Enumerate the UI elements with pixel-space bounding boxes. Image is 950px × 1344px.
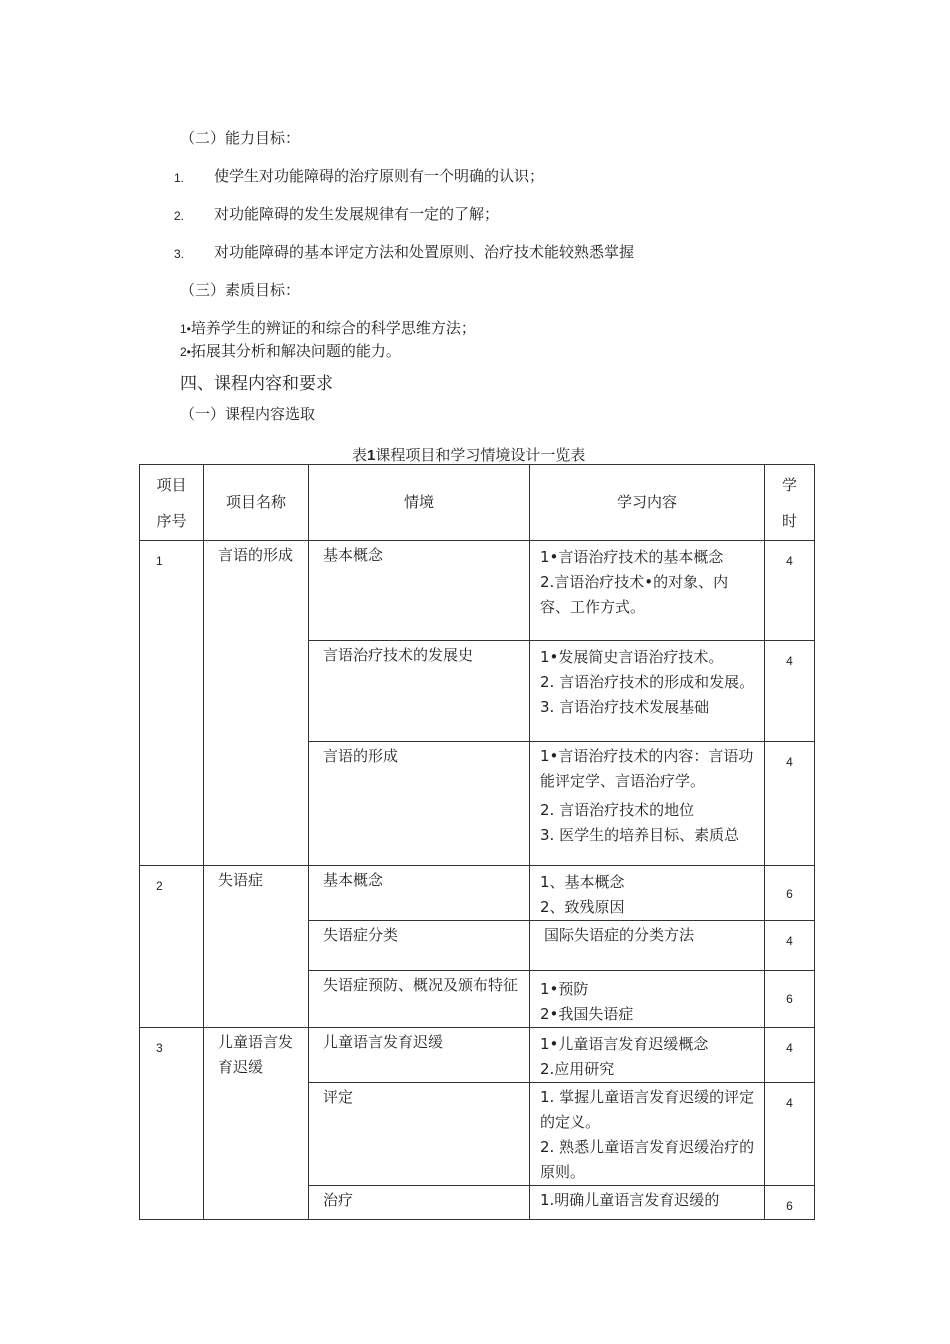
project-2-name: 失语症 (204, 866, 309, 1028)
content-line: 2.言语治疗技术•的对象、内容、工作方式。 (540, 573, 729, 616)
content-line: 1. 掌握儿童语言发育迟缓的评定的定义。 (540, 1088, 755, 1131)
project-2-scene-3: 失语症预防、概况及颁布特征 (309, 971, 530, 1028)
ability-item-1-number: 1. (174, 171, 185, 185)
project-2-content-1 (530, 866, 765, 921)
project-1-hours-3: 4 (765, 742, 815, 866)
table-row (140, 866, 815, 921)
content-line: 1、基本概念 (540, 873, 625, 891)
content-line: 1•言语治疗技术的基本概念 (540, 548, 724, 566)
header-hours-line-1: 学 (781, 475, 797, 494)
ability-item-2-text: 对功能障碍的发生发展规律有一定的了解； (214, 205, 500, 223)
ability-item-1-text: 使学生对功能障碍的治疗原则有一个明确的认识； (214, 167, 545, 185)
project-1-scene-1: 基本概念 (309, 541, 530, 641)
course-table (139, 464, 815, 1220)
content-line: 3. 医学生的培养目标、素质总 (540, 826, 740, 844)
project-1-seq: 1 (140, 541, 204, 866)
content-line: 1•发展简史言语治疗技术。 (540, 648, 724, 666)
project-1-hours-2: 4 (765, 641, 815, 742)
content-line: 1.明确儿童语言发育迟缓的 (540, 1191, 720, 1209)
quality-item-1-number: 1• (180, 322, 191, 336)
project-3-hours-3: 6 (765, 1186, 815, 1220)
project-3-hours-2: 4 (765, 1083, 815, 1186)
table-header-row (140, 465, 815, 541)
project-2-hours-3: 6 (765, 971, 815, 1028)
project-2-scene-2: 失语症分类 (309, 921, 530, 971)
header-content: 学习内容 (530, 465, 765, 541)
project-1-name: 言语的形成 (204, 541, 309, 866)
content-line: 2. 言语治疗技术的形成和发展。 (540, 673, 755, 691)
content-line: 2. 熟悉儿童语言发育迟缓治疗的原则。 (540, 1138, 755, 1181)
table-row (140, 1028, 815, 1083)
project-3-scene-3: 治疗 (309, 1186, 530, 1220)
header-hours-line-2: 时 (781, 511, 797, 530)
content-line: 1•预防 (540, 980, 589, 998)
content-line: 2. 言语治疗技术的地位 (540, 801, 695, 819)
table-caption-rest: 课程项目和学习情境设计一览表 (375, 446, 586, 464)
project-2-content-3 (530, 971, 765, 1028)
quality-item-1-text: 培养学生的辨证的和综合的科学思维方法； (190, 319, 476, 337)
header-hours (765, 465, 815, 541)
project-3-scene-1: 儿童语言发育迟缓 (309, 1028, 530, 1083)
project-3-scene-2: 评定 (309, 1083, 530, 1186)
table-row (140, 541, 815, 641)
content-line: 2•我国失语症 (540, 1005, 634, 1023)
content-line: 2.应用研究 (540, 1060, 615, 1078)
ability-item-2-number: 2. (174, 209, 185, 223)
project-1-content-1 (530, 541, 765, 641)
content-line: 2、致残原因 (540, 898, 625, 916)
header-seq (140, 465, 204, 541)
project-3-name: 儿童语言发育迟缓 (204, 1028, 309, 1220)
content-line: 1•言语治疗技术的内容：言语功能评定学、言语治疗学。 (540, 747, 754, 790)
table-caption-number: 1 (367, 447, 376, 464)
project-1-scene-2: 言语治疗技术的发展史 (309, 641, 530, 742)
project-3-seq: 3 (140, 1028, 204, 1220)
quality-item-1 (180, 318, 476, 339)
project-1-content-2 (530, 641, 765, 742)
header-seq-line-2: 序号 (156, 511, 187, 530)
section-4-title: 四、课程内容和要求 (180, 374, 333, 394)
section-4-subtitle: （一）课程内容选取 (180, 405, 316, 423)
table-caption (352, 445, 585, 466)
header-seq-line-1: 项目 (156, 475, 187, 494)
project-2-content-2 (530, 921, 765, 971)
quality-item-2-text: 拓展其分析和解决问题的能力。 (190, 342, 401, 360)
content-line: 1•儿童语言发育迟缓概念 (540, 1035, 709, 1053)
project-3-content-2 (530, 1083, 765, 1186)
project-1-scene-3: 言语的形成 (309, 742, 530, 866)
ability-item-3-number: 3. (174, 247, 185, 261)
content-line: 国际失语症的分类方法 (544, 926, 695, 944)
project-1-hours-1: 4 (765, 541, 815, 641)
table-caption-prefix: 表 (352, 446, 368, 464)
content-line: 3. 言语治疗技术发展基础 (540, 698, 710, 716)
header-name: 项目名称 (204, 465, 309, 541)
quality-item-2 (180, 341, 401, 362)
project-2-scene-1: 基本概念 (309, 866, 530, 921)
header-scene: 情境 (309, 465, 530, 541)
project-3-hours-1: 4 (765, 1028, 815, 1083)
project-3-content-1 (530, 1028, 765, 1083)
ability-item-3-text: 对功能障碍的基本评定方法和处置原则、治疗技术能较熟悉掌握 (214, 243, 635, 261)
project-2-seq: 2 (140, 866, 204, 1028)
ability-heading: （二）能力目标： (180, 129, 301, 147)
quality-item-2-number: 2• (180, 345, 191, 359)
quality-heading: （三）素质目标： (180, 281, 301, 299)
project-2-hours-1: 6 (765, 866, 815, 921)
project-3-content-3 (530, 1186, 765, 1220)
project-2-hours-2: 4 (765, 921, 815, 971)
project-1-content-3 (530, 742, 765, 866)
